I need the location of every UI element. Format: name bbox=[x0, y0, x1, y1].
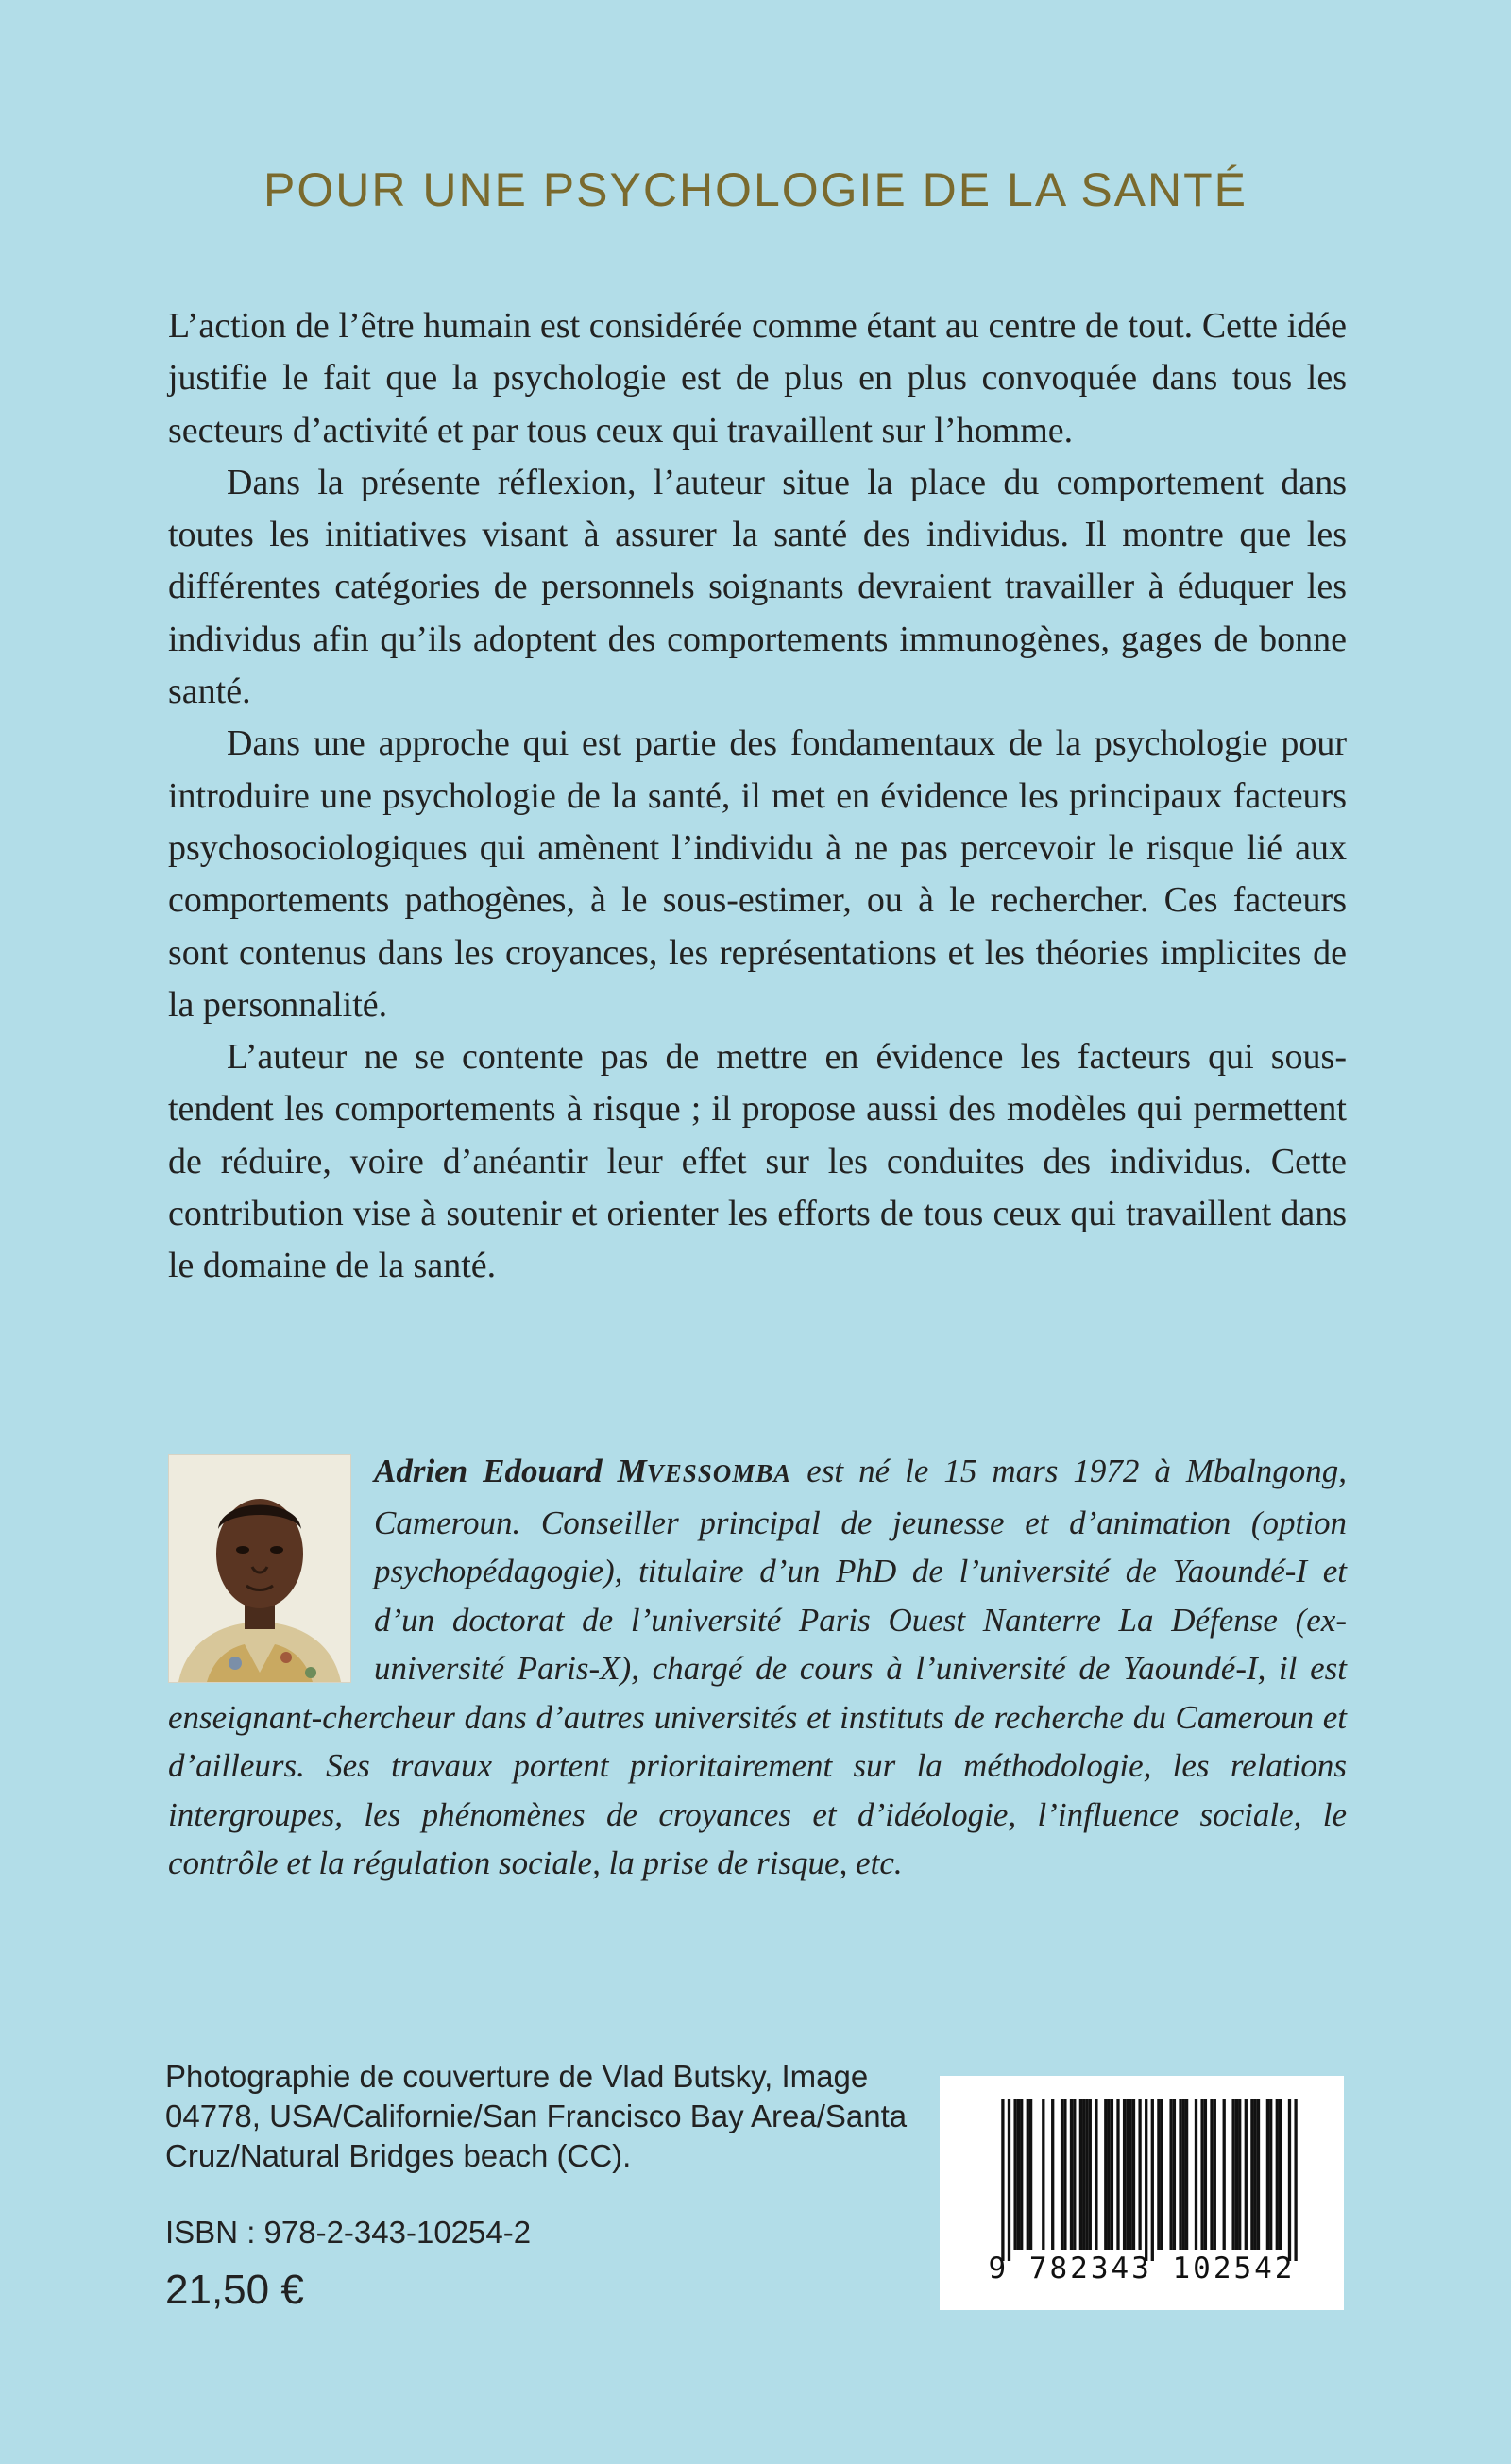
barcode-digits: 9 782343 102542 bbox=[988, 2252, 1296, 2286]
barcode-bar bbox=[1107, 2099, 1110, 2250]
barcode-bar bbox=[1223, 2099, 1226, 2250]
barcode-bar bbox=[1008, 2099, 1010, 2261]
barcode-bar bbox=[1269, 2099, 1272, 2250]
author-bio-text: est né le 15 mars 1972 à Mbalngong, Cameroun. Conseiller principal de jeunesse et d’animation (option psychopédagogie), titulaire d’un PhD de l’université de Yaoundé-I et d’un doctorat de l’université Paris Ouest Nanterre La Défense (ex-université Paris-X), chargé de cours à l’université de Yaoundé-I, il est enseignant-chercheur dans d’autres universités et instituts de recherche du Cameroun et d’ailleurs. Ses travaux portent prioritairement sur la méthodologie, les relations intergroupes, les phénomènes de croyances et d’idéologie, l’influence sociale, le contrôle et la régulation sociale, la prise de risque, etc. bbox=[168, 1453, 1347, 1881]
barcode-bar bbox=[1061, 2099, 1063, 2250]
barcode-bar bbox=[1204, 2099, 1207, 2250]
barcode-bar bbox=[1235, 2099, 1238, 2250]
barcode-bar bbox=[1157, 2099, 1160, 2250]
author-first-names: Adrien Edouard bbox=[374, 1453, 618, 1489]
barcode-bar bbox=[1169, 2099, 1172, 2250]
barcode-bar bbox=[1001, 2099, 1004, 2261]
barcode-bar bbox=[1095, 2099, 1097, 2250]
barcode-bar bbox=[1185, 2099, 1188, 2250]
barcode-bar bbox=[1085, 2099, 1088, 2250]
barcode-bar bbox=[1017, 2099, 1020, 2250]
barcode-bar bbox=[1231, 2099, 1234, 2250]
barcode-bar bbox=[1250, 2099, 1253, 2250]
barcode-bar bbox=[1288, 2099, 1291, 2261]
barcode-bar bbox=[1195, 2099, 1197, 2250]
barcode-bar bbox=[1042, 2099, 1044, 2250]
barcode-bar bbox=[1266, 2099, 1269, 2250]
book-summary bbox=[168, 300, 1347, 1293]
barcode-bar bbox=[1051, 2099, 1054, 2250]
summary-paragraph-1: L’action de l’être humain est considérée comme étant au centre de tout. Cette idée justifie le fait que la psychologie est de plus en plus convoquée dans tous les secteurs d’activité et par tous ceux qui travaillent sur l’homme. bbox=[168, 306, 1347, 450]
barcode-bar bbox=[1276, 2099, 1279, 2250]
barcode-bar bbox=[1254, 2099, 1257, 2250]
barcode-bar bbox=[1073, 2099, 1076, 2250]
author-surname-initial: M bbox=[617, 1453, 647, 1489]
author-photo bbox=[168, 1454, 351, 1683]
barcode-bar bbox=[1245, 2099, 1248, 2250]
barcode-bar bbox=[1182, 2099, 1185, 2250]
summary-paragraph-3: Dans une approche qui est partie des fondamentaux de la psychologie pour introduire une psychologie de la santé, il met en évidence les principaux facteurs psychosociologiques qui amènent l’individu à ne pas percevoir le risque lié aux comportements pathogènes, à le sous-estimer, ou à le rechercher. Ces facteurs sont contenus dans les croyances, les représentations et les théories implicites de la personnalité. bbox=[168, 723, 1347, 1025]
barcode-bar bbox=[1238, 2099, 1241, 2250]
barcode-bar bbox=[1079, 2099, 1082, 2250]
barcode-bar bbox=[1132, 2099, 1135, 2250]
barcode-bar bbox=[1070, 2099, 1073, 2250]
barcode-bar bbox=[1126, 2099, 1129, 2250]
barcode-bar bbox=[1111, 2099, 1113, 2250]
barcode-bar bbox=[1129, 2099, 1132, 2250]
barcode-bar bbox=[1013, 2099, 1016, 2250]
barcode-bar bbox=[1200, 2099, 1203, 2250]
author-bio bbox=[168, 1447, 1347, 1888]
barcode-bar bbox=[1123, 2099, 1126, 2250]
barcode-bar bbox=[1179, 2099, 1181, 2250]
barcode-bar bbox=[1029, 2099, 1032, 2250]
book-title: POUR UNE PSYCHOLOGIE DE LA SANTÉ bbox=[263, 163, 1248, 216]
barcode-bar bbox=[1089, 2099, 1092, 2250]
barcode-bar bbox=[1161, 2099, 1163, 2250]
barcode-bar bbox=[1151, 2099, 1154, 2261]
cover-photo-credits: Photographie de couverture de Vlad Butsky, Image 04778, USA/Californie/San Francisco Bay Area/Santa Cruz/Natural Bridges beach (CC). bbox=[165, 2059, 908, 2173]
barcode-bar bbox=[1257, 2099, 1260, 2250]
barcode-bar bbox=[1063, 2099, 1066, 2250]
barcode-bar bbox=[1104, 2099, 1107, 2250]
barcode-bar bbox=[1082, 2099, 1085, 2250]
barcode-bar bbox=[1294, 2099, 1297, 2261]
barcode-bar bbox=[1210, 2099, 1213, 2250]
author-portrait-icon bbox=[169, 1455, 350, 1682]
barcode-bar bbox=[1138, 2099, 1141, 2250]
barcode-bar bbox=[1145, 2099, 1147, 2261]
barcode-bar bbox=[1214, 2099, 1216, 2250]
barcode-bar bbox=[1027, 2099, 1029, 2250]
summary-paragraph-4: L’auteur ne se contente pas de mettre en évidence les facteurs qui sous-tendent les comportements à risque ; il propose aussi des modèles qui permettent de réduire, voire d’anéantir leur effet sur les conduites des individus. Cette contribution vise à soutenir et orienter les efforts de tous ceux qui travaillent dans le domaine de la santé. bbox=[168, 1037, 1347, 1286]
author-surname-rest: VESSOMBA bbox=[646, 1459, 792, 1487]
barcode-bar bbox=[1279, 2099, 1282, 2250]
barcode-bar bbox=[1173, 2099, 1176, 2250]
summary-paragraph-2: Dans la présente réflexion, l’auteur situe la place du comportement dans toutes les initiatives visant à assurer la santé des individus. Il montre que les différentes catégories de personnels soignants devraient travailler à éduquer les individus afin qu’ils adoptent des comportements immunogènes, gages de bonne santé. bbox=[168, 462, 1347, 712]
barcode-bar bbox=[1020, 2099, 1023, 2250]
isbn: ISBN : 978-2-343-10254-2 bbox=[165, 2215, 532, 2250]
price: 21,50 € bbox=[165, 2267, 304, 2313]
author-name bbox=[374, 1453, 791, 1489]
barcode-bar bbox=[1116, 2099, 1119, 2250]
barcode bbox=[940, 2076, 1344, 2310]
